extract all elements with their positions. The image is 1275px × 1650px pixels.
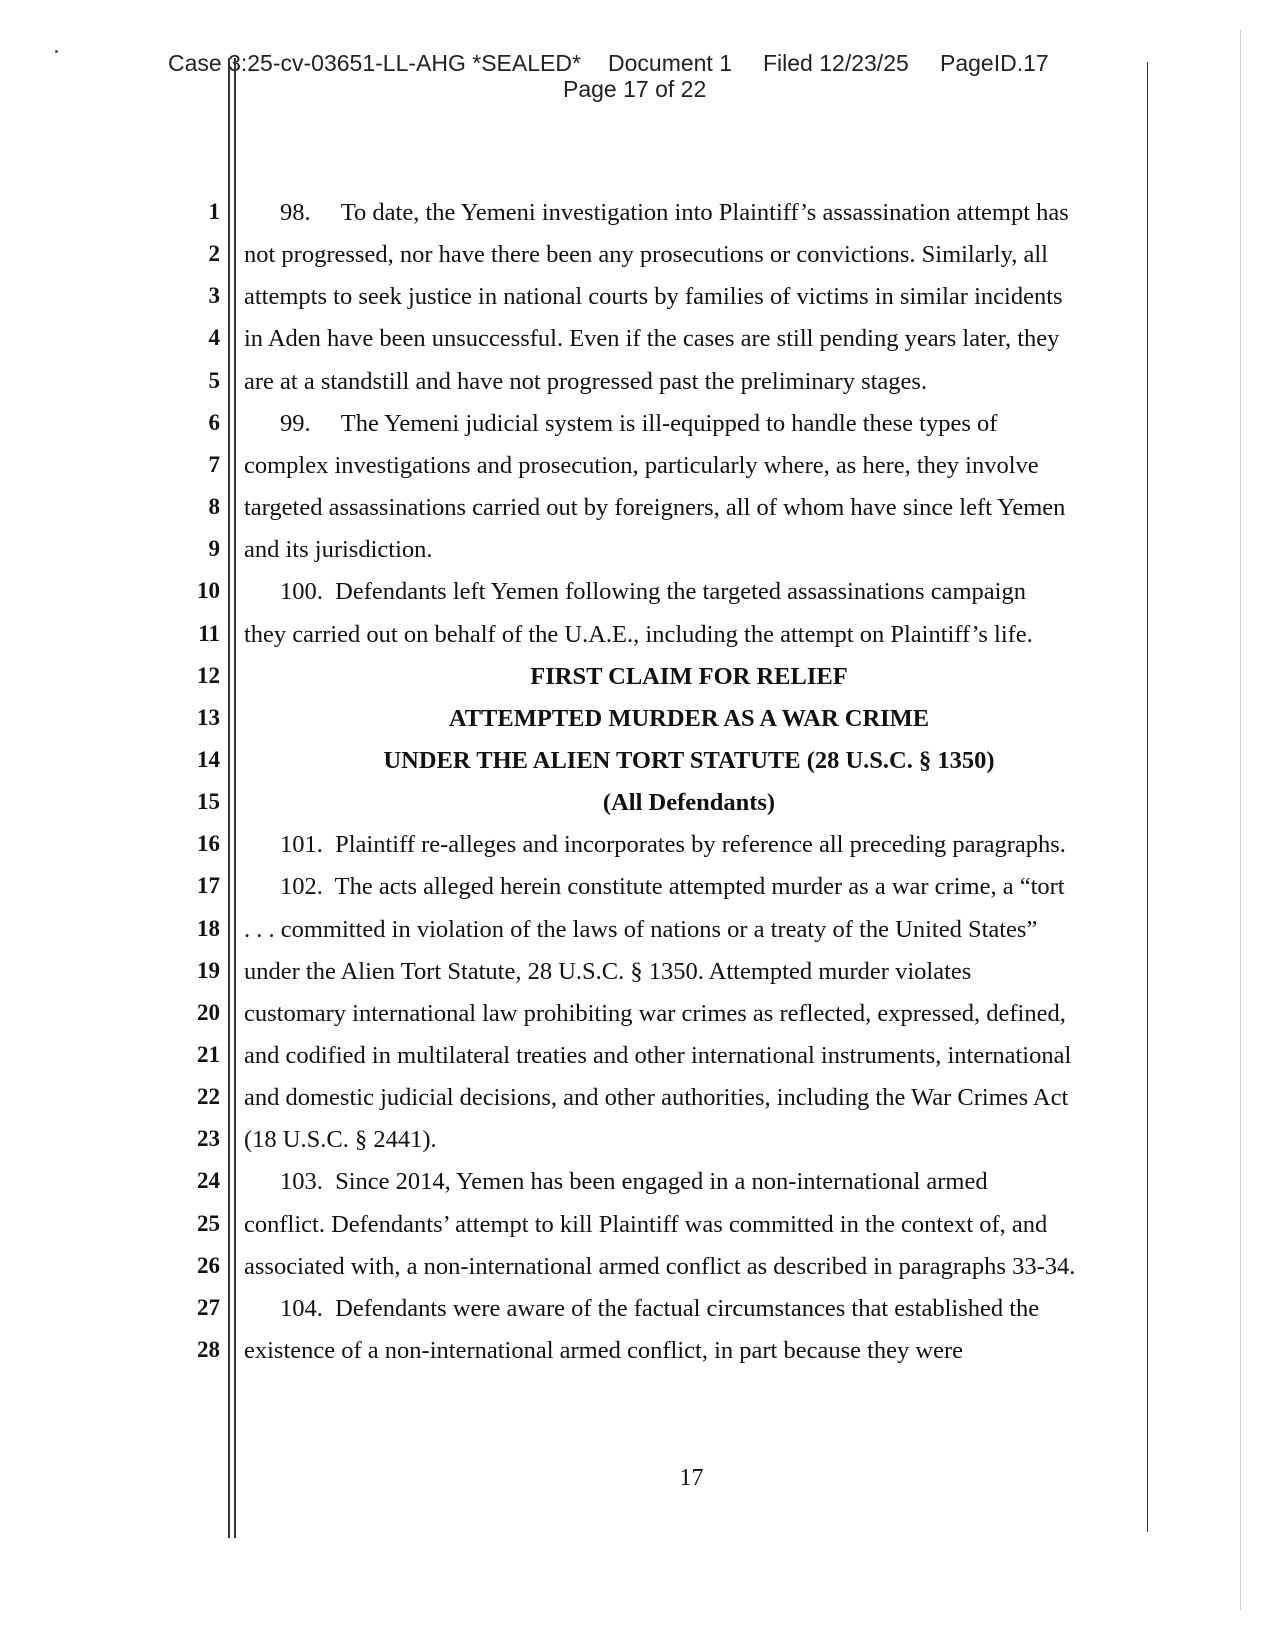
pleading-line xyxy=(0,916,1275,960)
line-number: 19 xyxy=(197,957,220,983)
line-number: 5 xyxy=(208,367,220,393)
pleading-line xyxy=(0,452,1275,496)
pleading-line xyxy=(0,494,1275,538)
pleading-line xyxy=(0,368,1275,412)
pleading-line xyxy=(0,1253,1275,1297)
line-number: 4 xyxy=(208,325,220,351)
line-text: 104. Defendants were aware of the factual circumstances that established the xyxy=(280,1294,1040,1322)
line-text: complex investigations and prosecution, particularly where, as here, they involve xyxy=(244,451,1039,479)
claim-heading: (All Defendants) xyxy=(602,789,776,817)
line-number: 14 xyxy=(197,746,220,772)
pleading-line xyxy=(0,241,1275,285)
claim-heading: ATTEMPTED MURDER AS A WAR CRIME xyxy=(448,704,930,732)
pleading-line xyxy=(0,873,1275,917)
pleading-line xyxy=(0,705,1275,749)
line-text: conflict. Defendants’ attempt to kill Plaintiff was committed in the context of, and xyxy=(244,1210,1048,1238)
claim-heading: FIRST CLAIM FOR RELIEF xyxy=(530,662,848,690)
page-id: PageID.17 xyxy=(940,50,1049,76)
pleading-line xyxy=(0,747,1275,791)
line-number: 18 xyxy=(197,915,220,941)
line-number: 21 xyxy=(197,1042,220,1067)
line-number: 17 xyxy=(197,873,220,899)
line-number: 20 xyxy=(197,999,220,1025)
pleading-line xyxy=(0,1042,1275,1086)
pleading-line xyxy=(0,1168,1275,1212)
pleading-line xyxy=(0,199,1275,243)
line-number: 25 xyxy=(197,1210,220,1236)
case-header xyxy=(168,50,1098,102)
line-number: 12 xyxy=(197,662,220,688)
line-text: 99. The Yemeni judicial system is ill-equipped to handle these types of xyxy=(280,409,998,437)
pleading-line xyxy=(0,1000,1275,1044)
pleading-line xyxy=(0,410,1275,454)
line-number: 23 xyxy=(197,1126,220,1152)
line-text: they carried out on behalf of the U.A.E., including the attempt on Plaintiff’s life. xyxy=(244,620,1033,648)
line-text: 103. Since 2014, Yemen has been engaged in a non-international armed xyxy=(280,1168,988,1196)
filed-date: Filed 12/23/25 xyxy=(763,50,909,76)
line-text: attempts to seek justice in national courts by families of victims in similar incidents xyxy=(244,283,1063,311)
line-number: 26 xyxy=(197,1252,220,1278)
pleading-line xyxy=(0,1337,1275,1381)
line-number: 11 xyxy=(198,620,220,646)
pleading-line xyxy=(0,578,1275,622)
line-text: . . . committed in violation of the laws of nations or a treaty of the United States” xyxy=(244,915,1038,943)
line-text: targeted assassinations carried out by foreigners, all of whom have since left Yemen xyxy=(244,494,1066,522)
pleading-line xyxy=(0,831,1275,875)
line-text: not progressed, nor have there been any prosecutions or convictions. Similarly, all xyxy=(244,241,1048,269)
line-text: are at a standstill and have not progressed past the preliminary stages. xyxy=(244,367,928,395)
case-number: Case 3:25-cv-03651-LL-AHG *SEALED* xyxy=(168,50,581,76)
line-number: 22 xyxy=(197,1084,220,1110)
line-number: 24 xyxy=(197,1168,220,1194)
line-text: and domestic judicial decisions, and other authorities, including the War Crimes Act xyxy=(244,1084,1069,1112)
line-text: and codified in multilateral treaties and other international instruments, international xyxy=(244,1042,1072,1069)
line-number: 8 xyxy=(208,494,220,520)
line-number: 13 xyxy=(197,704,220,730)
line-number: 9 xyxy=(208,536,220,562)
scan-speck xyxy=(55,50,58,53)
pleading-line xyxy=(0,789,1275,833)
line-text: under the Alien Tort Statute, 28 U.S.C. § 1350. Attempted murder violates xyxy=(244,957,972,985)
pleading-line xyxy=(0,1084,1275,1128)
line-text: (18 U.S.C. § 2441). xyxy=(244,1126,437,1154)
line-text: customary international law prohibiting war crimes as reflected, expressed, defined, xyxy=(244,999,1066,1027)
line-number: 6 xyxy=(208,409,220,435)
pleading-line xyxy=(0,1295,1275,1339)
line-text: 102. The acts alleged herein constitute attempted murder as a war crime, a “tort xyxy=(280,873,1065,901)
line-number: 7 xyxy=(208,451,220,477)
line-text: 101. Plaintiff re-alleges and incorporates by reference all preceding paragraphs. xyxy=(280,831,1066,859)
line-text: 100. Defendants left Yemen following the targeted assassinations campaign xyxy=(280,578,1026,606)
pleading-line xyxy=(0,1126,1275,1170)
pleading-line xyxy=(0,958,1275,1002)
line-number: 27 xyxy=(197,1294,220,1320)
line-text: in Aden have been unsuccessful. Even if the cases are still pending years later, they xyxy=(244,325,1060,353)
pleading-line xyxy=(0,1211,1275,1255)
page-number: 17 xyxy=(679,1465,704,1491)
line-number: 28 xyxy=(197,1337,220,1363)
pleading-line xyxy=(0,325,1275,369)
line-text: and its jurisdiction. xyxy=(244,536,433,564)
line-text: 98. To date, the Yemeni investigation into Plaintiff’s assassination attempt has xyxy=(280,199,1069,226)
line-number: 15 xyxy=(197,789,220,815)
claim-heading: UNDER THE ALIEN TORT STATUTE (28 U.S.C. § 1350) xyxy=(383,746,995,774)
document-number: Document 1 xyxy=(608,50,733,76)
pleading-line xyxy=(0,283,1275,327)
line-number: 1 xyxy=(208,199,220,224)
line-text: associated with, a non-international armed conflict as described in paragraphs 33-34. xyxy=(244,1252,1076,1280)
line-number: 16 xyxy=(197,831,220,857)
line-number: 3 xyxy=(208,283,220,309)
pleading-line xyxy=(0,621,1275,665)
pleading-line xyxy=(0,536,1275,580)
page-count: Page 17 of 22 xyxy=(563,76,707,102)
line-text: existence of a non-international armed conflict, in part because they were xyxy=(244,1337,964,1365)
line-number: 10 xyxy=(197,578,220,604)
pleading-line xyxy=(0,663,1275,707)
line-number: 2 xyxy=(208,241,220,267)
